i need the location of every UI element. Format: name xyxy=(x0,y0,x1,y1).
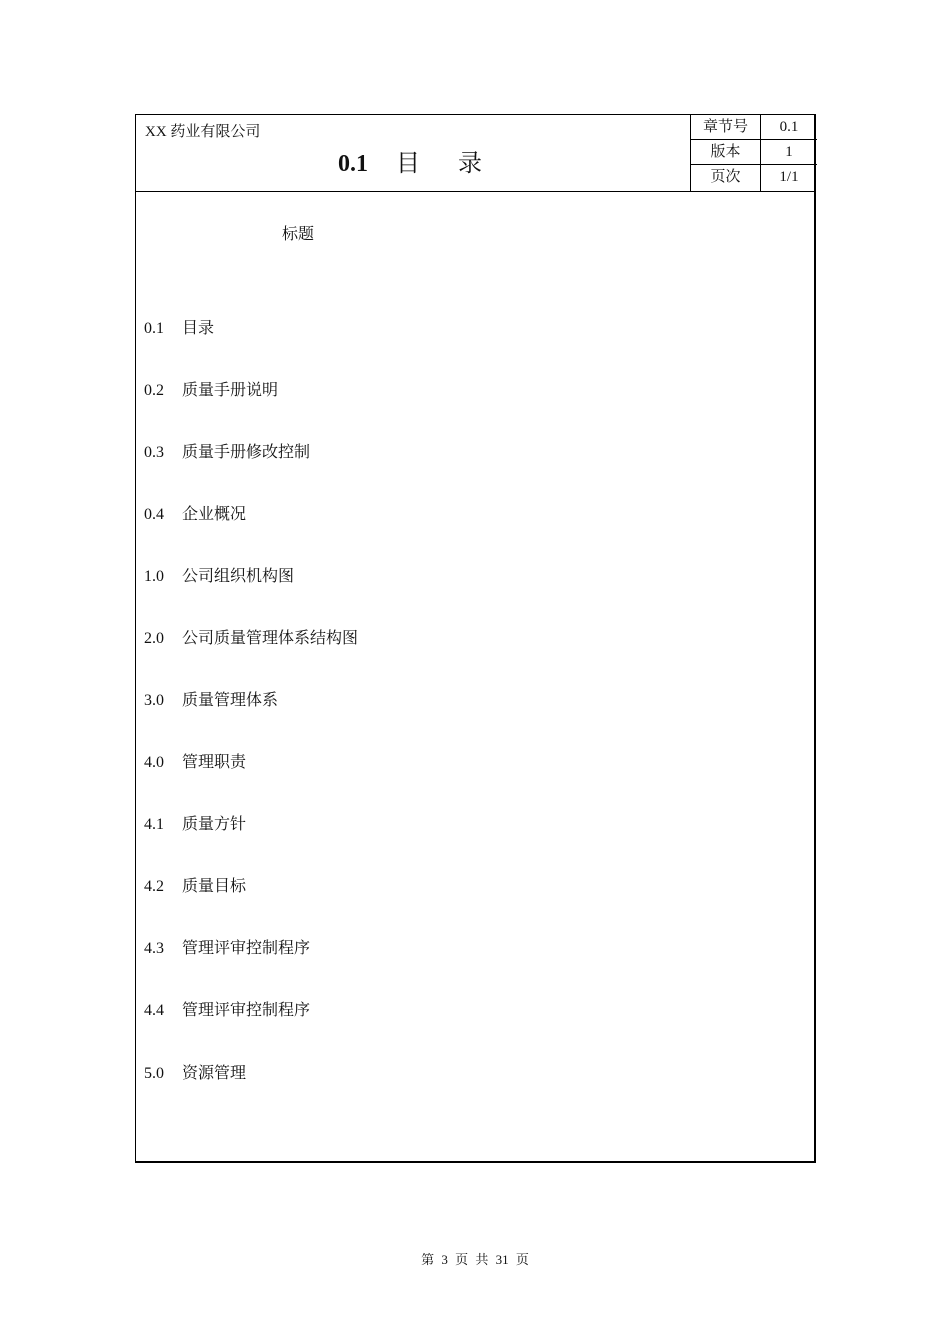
meta-label: 页次 xyxy=(691,165,761,192)
toc-item xyxy=(144,315,214,338)
meta-value: 1 xyxy=(785,144,793,160)
title-number: 0.1 xyxy=(338,151,368,177)
toc-number: 2.0 xyxy=(144,630,164,647)
toc-item xyxy=(144,935,310,958)
document-header xyxy=(136,115,814,192)
toc-title: 资源管理 xyxy=(182,1065,247,1082)
toc-number: 0.1 xyxy=(144,320,164,337)
toc-heading: 标题 xyxy=(282,226,315,243)
toc-item xyxy=(144,377,278,400)
toc-item xyxy=(144,873,246,896)
toc-title: 公司质量管理体系结构图 xyxy=(182,630,359,647)
toc-number: 5.0 xyxy=(144,1065,164,1082)
meta-row-chapter xyxy=(691,115,817,140)
toc-title: 质量手册修改控制 xyxy=(182,444,311,461)
toc-title: 管理评审控制程序 xyxy=(182,940,311,957)
toc-title: 质量手册说明 xyxy=(182,382,279,399)
title-word-2: 录 xyxy=(458,151,482,177)
toc-title: 管理评审控制程序 xyxy=(182,1002,311,1019)
meta-table xyxy=(690,115,816,192)
title-word-1: 目 xyxy=(396,151,420,177)
toc-number: 3.0 xyxy=(144,692,164,709)
toc-title: 质量目标 xyxy=(182,878,247,895)
toc-item xyxy=(144,625,358,648)
toc-number: 0.2 xyxy=(144,382,164,399)
toc-item xyxy=(144,997,310,1020)
meta-row-page xyxy=(691,165,817,192)
toc-number: 4.4 xyxy=(144,1002,164,1019)
meta-value: 0.1 xyxy=(779,119,799,135)
toc-item xyxy=(144,811,246,834)
toc-item xyxy=(144,501,246,524)
toc-number: 4.0 xyxy=(144,754,164,771)
toc-number: 0.4 xyxy=(144,506,164,523)
meta-row-version xyxy=(691,140,817,165)
meta-label: 版本 xyxy=(691,140,761,164)
toc-item xyxy=(144,1060,246,1083)
toc-item xyxy=(144,749,246,772)
toc-number: 4.1 xyxy=(144,816,164,833)
toc-title: 质量管理体系 xyxy=(182,692,279,709)
toc-number: 0.3 xyxy=(144,444,164,461)
document-frame xyxy=(135,114,816,1163)
toc-title: 目录 xyxy=(182,320,215,337)
page-title xyxy=(338,143,482,178)
toc-item xyxy=(144,563,294,586)
meta-label: 章节号 xyxy=(691,115,761,139)
toc-item xyxy=(144,687,278,710)
toc-number: 4.3 xyxy=(144,940,164,957)
page-footer: 第 3 页 共 31 页 xyxy=(421,1252,529,1267)
toc-title: 公司组织机构图 xyxy=(182,568,295,585)
meta-value: 1/1 xyxy=(779,169,799,185)
toc-title: 企业概况 xyxy=(182,506,247,523)
toc-item xyxy=(144,439,310,462)
toc-title: 质量方针 xyxy=(182,816,247,833)
toc-number: 4.2 xyxy=(144,878,164,895)
toc-number: 1.0 xyxy=(144,568,164,585)
toc-title: 管理职责 xyxy=(182,754,247,771)
company-name: XX 药业有限公司 xyxy=(145,124,261,140)
